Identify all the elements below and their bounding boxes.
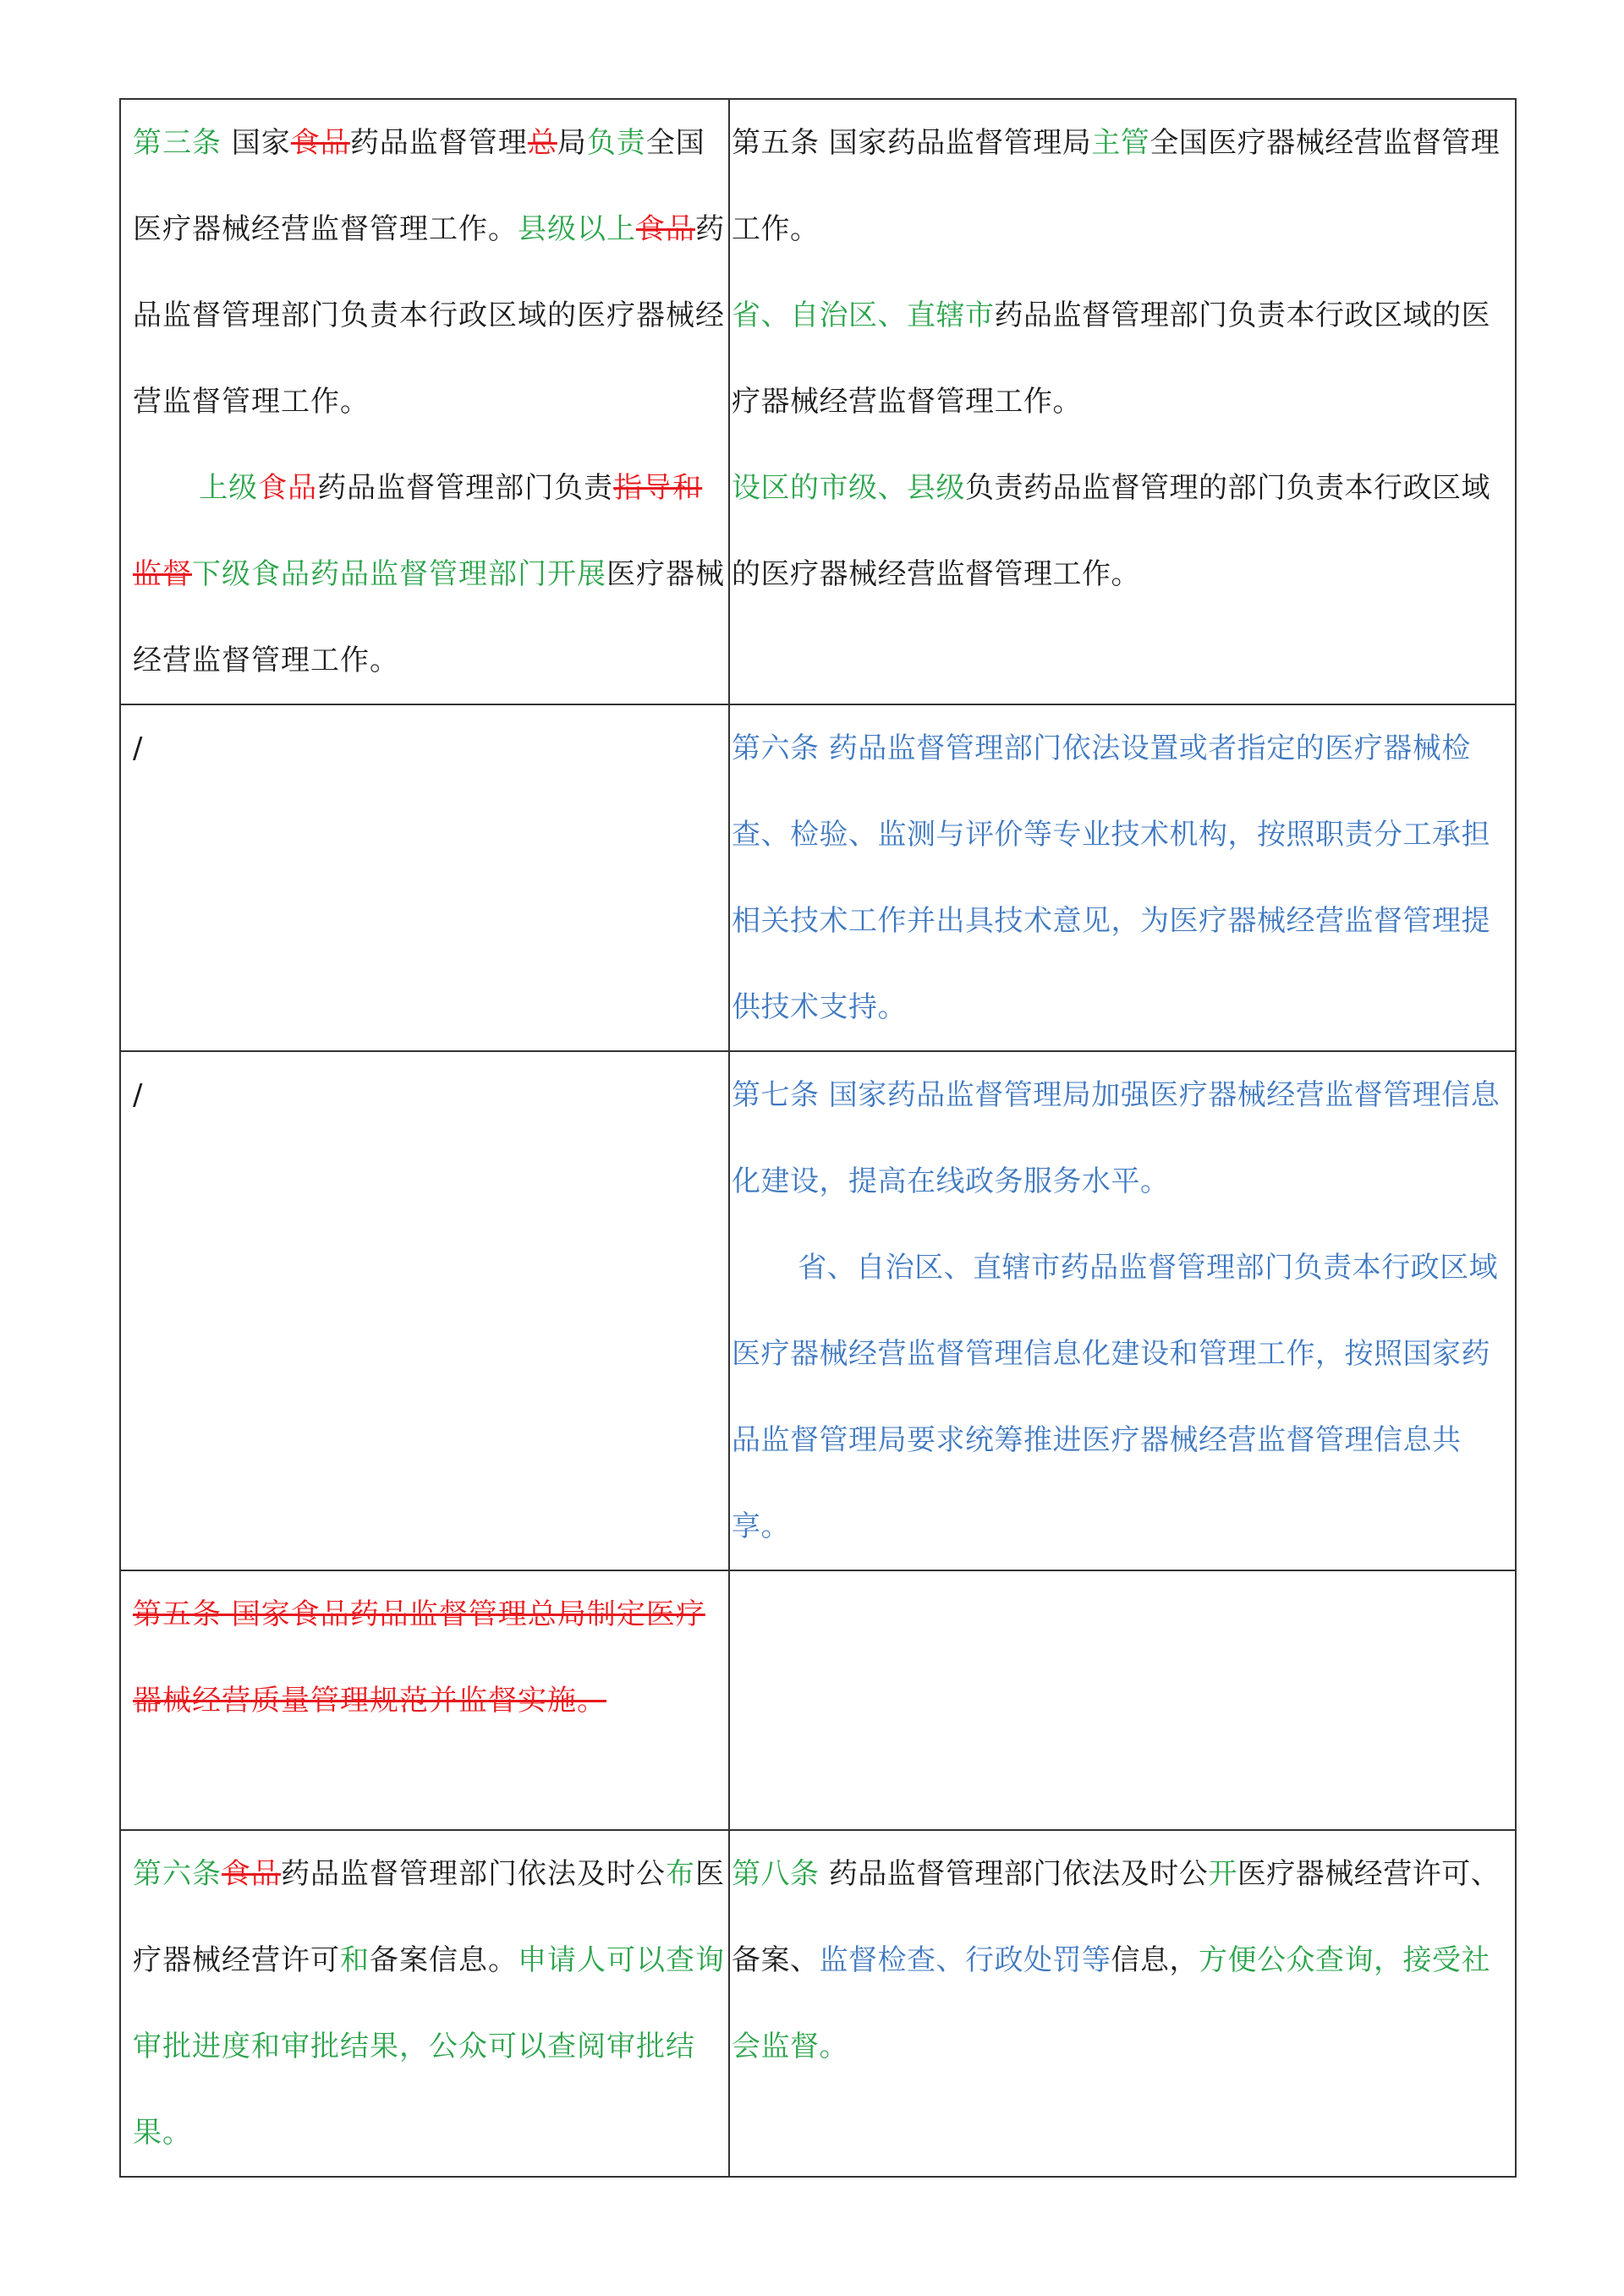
table-row [120, 1570, 1516, 1830]
text-run: 县级以上 [518, 212, 636, 246]
text-run: 负责 [586, 126, 646, 160]
text-run: 局 [557, 126, 587, 160]
paragraph [133, 100, 728, 445]
text-run: 上级 [199, 471, 259, 505]
text-run: 下级食品药品监督管理部门开展 [192, 557, 606, 591]
left-cell [120, 704, 729, 1051]
text-run: 和 [340, 1943, 370, 1977]
text-run: 药品监督管理部门负责本行政区域的医疗器械经营监督管理工作。 [732, 299, 1490, 419]
right-cell [729, 1830, 1516, 2177]
paragraph [133, 1831, 728, 2176]
right-cell [729, 704, 1516, 1051]
text-run: 第三条 [133, 126, 222, 160]
text-run: 药品监督管理部门负责本行政区域的医疗器械经营监督管理工作。 [133, 212, 725, 419]
text-run: 信息， [1111, 1943, 1199, 1977]
text-run: 方便公众查询，接受社会监督。 [732, 1943, 1490, 2063]
paragraph [732, 705, 1515, 1050]
text-run: 国家 [222, 126, 291, 160]
text-run: 主管 [1091, 126, 1150, 160]
text-run: 医疗器械经营监督管理工作。 [133, 557, 725, 677]
left-cell [120, 1051, 729, 1570]
text-run: 药品监督管理部门依法及时公 [281, 1857, 666, 1891]
text-run: 全国医疗器械经营监督管理工作。 [732, 126, 1501, 246]
text-run: 医疗器械经营许可、备案、 [732, 1857, 1501, 1977]
right-cell [729, 1051, 1516, 1570]
right-cell [729, 99, 1516, 704]
text-run: 总 [527, 126, 557, 160]
table-row [120, 99, 1516, 704]
text-run: / [133, 1078, 144, 1112]
text-run: 食品 [222, 1857, 281, 1891]
text-run: 负责药品监督管理的部门负责本行政区域的医疗器械经营监督管理工作。 [732, 471, 1490, 591]
paragraph [133, 705, 728, 792]
text-run: 监督检查、行政处罚等 [819, 1943, 1111, 1977]
text-run: 第五条 国家食品药品监督管理总局制定医疗器械经营质量管理规范并监督实施。 [133, 1597, 705, 1718]
text-run: 备案信息。 [370, 1943, 518, 1977]
text-run: 省、自治区、直辖市药品监督管理部门负责本行政区域医疗器械经营监督管理信息化建设和管理工作，按照国家药品监督管理局要求统筹推进医疗器械经营监督管理信息共享。 [732, 1251, 1499, 1543]
text-run: / [133, 732, 144, 765]
left-cell [120, 99, 729, 704]
paragraph [732, 272, 1515, 445]
text-run: 药品监督管理 [349, 126, 528, 160]
paragraph [732, 1052, 1515, 1225]
paragraph [732, 1831, 1515, 2090]
text-run: 申请人可以查询审批进度和审批结果，公众可以查阅审批结果。 [133, 1943, 725, 2150]
text-run: 医疗器械经营许可 [133, 1857, 725, 1977]
text-run: 食品 [636, 212, 695, 246]
table-row [120, 1051, 1516, 1570]
paragraph [133, 1052, 728, 1138]
paragraph [732, 1225, 1515, 1570]
paragraph [732, 100, 1515, 272]
text-run: 药品监督管理部门负责 [317, 471, 614, 505]
text-run: 国家药品监督管理局 [819, 126, 1092, 160]
text-run: 第六条 [133, 1857, 222, 1891]
text-run: 省、自治区、直辖市 [732, 299, 995, 332]
paragraph [133, 1571, 728, 1744]
table-row [120, 1830, 1516, 2177]
text-run: 第五条 [732, 126, 820, 160]
text-run: 指导和监督 [133, 471, 703, 591]
right-cell [729, 1570, 1516, 1830]
text-run: 第八条 [732, 1857, 820, 1891]
text-run: 食品 [258, 471, 318, 505]
text-run: 开 [1208, 1857, 1237, 1891]
paragraph [133, 445, 728, 704]
text-run: 布 [666, 1857, 695, 1891]
text-run: 设区的市级、县级 [732, 471, 965, 505]
comparison-table [119, 98, 1517, 2178]
text-run: 全国医疗器械经营监督管理工作。 [133, 126, 705, 246]
paragraph [732, 445, 1515, 617]
text-run: 第六条 [732, 732, 820, 765]
left-cell [120, 1570, 729, 1830]
text-run: 国家药品监督管理局加强医疗器械经营监督管理信息化建设，提高在线政务服务水平。 [732, 1078, 1501, 1198]
text-run: 第七条 [732, 1078, 820, 1112]
text-run: 食品 [290, 126, 350, 160]
table-row [120, 704, 1516, 1051]
left-cell [120, 1830, 729, 2177]
text-run: 药品监督管理部门依法设置或者指定的医疗器械检查、检验、监测与评价等专业技术机构，按照职责分工承担相关技术工作并出具技术意见，为医疗器械经营监督管理提供技术支持。 [732, 732, 1490, 1024]
text-run: 药品监督管理部门依法及时公 [819, 1857, 1209, 1891]
